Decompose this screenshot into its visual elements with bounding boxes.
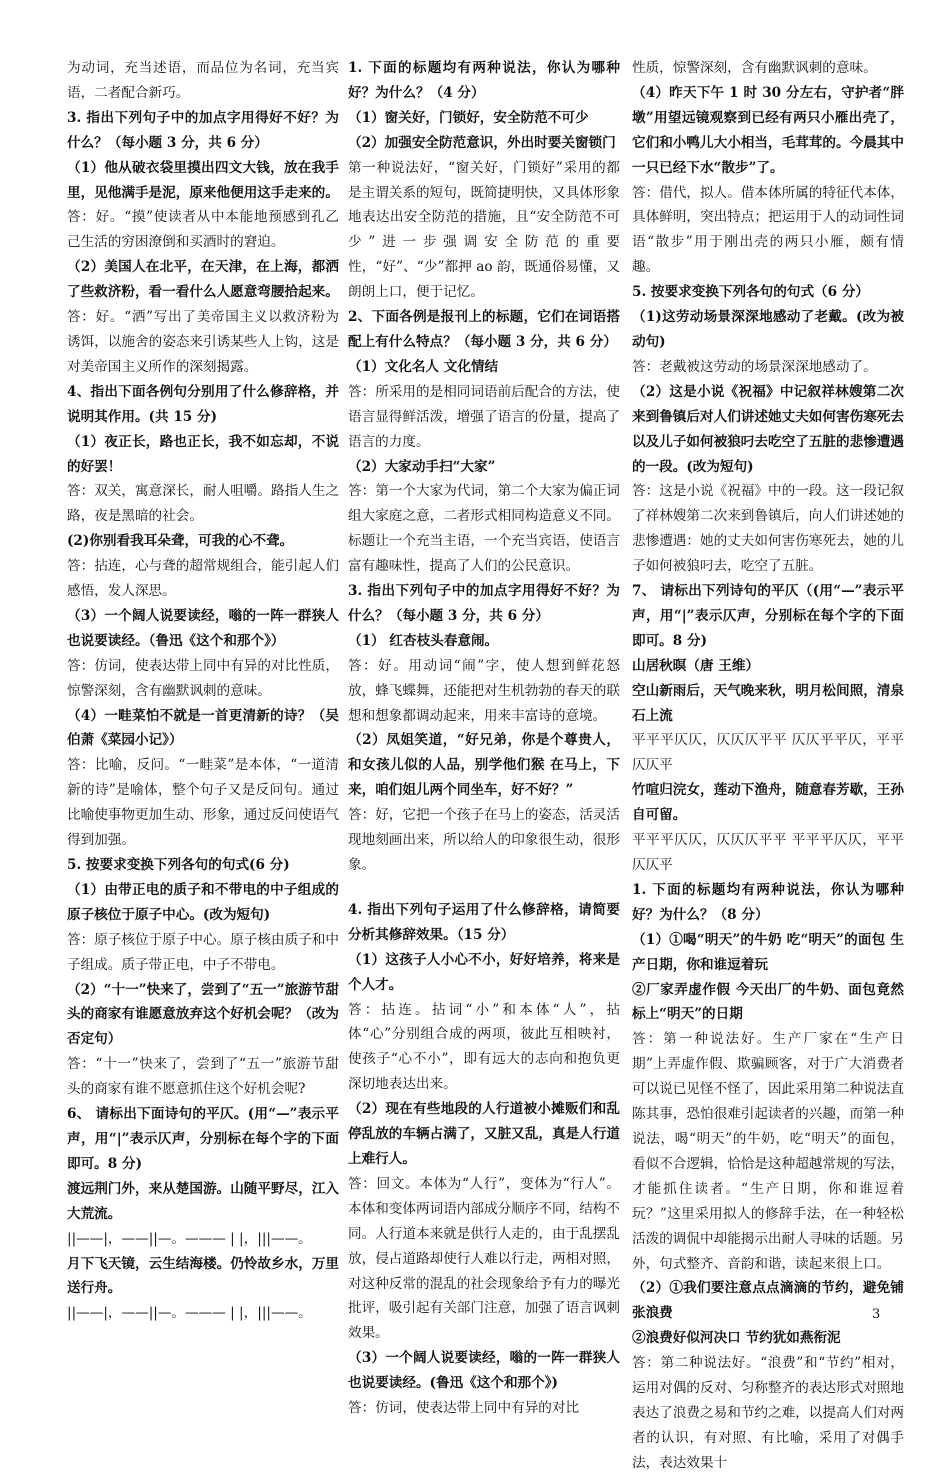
answer-text: ||——|，——||—。——— | |，|||——。 (67, 1230, 312, 1247)
answer-text: 答：好。“摸”使读者从中本能地预感到孔乙己生活的穷困潦倒和买酒时的窘迫。 (67, 209, 339, 251)
question-text: 1. 下面的标题均有两种说法，你认为哪种好？为什么？（8 分） (632, 881, 904, 923)
answer-text: 答：原子核位于原子中心。原子核由质子和中子组成。质子带正电，中子不带电。 (67, 931, 339, 973)
question-text: （1） 红杏枝头春意闹。 (348, 632, 499, 649)
question-text: （2）凤姐笑道，“好兄弟，你是个尊贵人，和女孩儿似的人品，别学他们猴 在马上，下来，咱们姐儿两个同坐车，好不好？” (348, 732, 620, 799)
question-text: ②厂家弄虚作假 今天出厂的牛奶、面包竟然标上“明天”的日期 (632, 981, 904, 1023)
answer-text: 答：第一个大家为代词，第二个大家为偏正词组大家庭之意，二者形式相同构造意义不同。标题让一个充当主语，一个充当宾语，使语言富有趣味性，提高了人们的公民意识。 (348, 483, 620, 575)
question-text: （1）由带正电的质子和不带电的中子组成的原子核位于原子中心。(改为短句) (67, 881, 339, 923)
answer-text: 答：拈连。拈词“小”和本体“人”，拈体“心”分别组合成的两项，彼此互相映衬，使孩子“心不小”，即有远大的志向和抱负更深切地表达出来。 (348, 1001, 620, 1093)
answer-text: 答：借代，拟人。借本体所属的特征代本体，具体鲜明，突出特点；把运用于人的动词性词语“散步”用于刚出壳的两只小雁，颇有情趣。 (632, 184, 904, 276)
answer-text: 答：仿词，使表达带上同中有异的对比 (348, 1400, 580, 1417)
answer-text: 答：第二种说法好。“浪费”和“节约”相对，运用对偶的反对、匀称整齐的表达形式对照地表达了浪费之易和节约之难，以提高人们对两者的认识，有对照、有比喻，采用了对偶手法，表达效果十 (632, 1355, 904, 1471)
answer-text: 答：第一种说法好。生产厂家在“生产日期”上弄虚作假、欺骗顾客，对于广大消费者可以说已见怪不怪了，因此采用第二种说法直陈其事，恐怕很难引起读者的兴趣，而第一种说法，喝“明天”的牛奶，吃“明天”的面包，看似不合逻辑，恰恰是这种超越常规的写法，才能抓住读者。“生产日期，你和谁逗着玩？”这里采用拟人的修辞手法，在一种轻松活泼的调侃中却能揭示出耐人寻味的话题。另外，句式整齐、音韵和谐，读起来很上口。 (632, 1031, 904, 1272)
answer-text: ||——|，——||—。——— | |，|||——。 (67, 1305, 312, 1322)
answer-text: 答：这是小说《祝福》中的一段。这一段记叙了祥林嫂第二次来到鲁镇后，向人们讲述她的悲惨遭遇：她的丈夫如何害伤寒死去，她的儿子如何被狼叼去，吃空了五脏。 (632, 483, 904, 575)
question-text: （2）这是小说《祝福》中记叙祥林嫂第二次来到鲁镇后对人们讲述她丈夫如何害伤寒死去以及儿子如何被狼叼去吃空了五脏的悲惨遭遇的一段。(改为短句) (632, 383, 904, 475)
question-text: 5. 按要求变换下列各句的句式(6 分) (67, 857, 290, 873)
question-text: （4）一畦菜怕不就是一首更清新的诗？（吴伯萧《菜园小记》） (67, 707, 339, 749)
answer-text: 答：老戴被这劳动的场景深深地感动了。 (632, 358, 877, 375)
answer-text: 平平平仄仄，仄仄仄平平 平平平仄仄，平平仄仄平 (632, 832, 904, 873)
question-text: 空山新雨后，天气晚来秋，明月松间照，清泉石上流 (632, 682, 904, 724)
question-text: （4）昨天下午 1 时 30 分左右，守护者“胖墩”用望远镜观察到已经有两只小雁出壳了，它们和小鸭儿大小相当，毛茸茸的。今晨其中一只已经下水“散步”了。 (632, 84, 904, 176)
answer-text: 答：回文。本体为“人行”，变体为“行人”。本体和变体两词语内部成分顺序不同，结构不同。人行道本来就是供行人走的，由于乱摆乱放，侵占道路却使行人难以行走，两相对照，对这种反常的混乱的社会现象给予有力的曝光批评，吸引起有关部门注意，加强了语言讽刺效果。 (348, 1175, 620, 1342)
answer-text: 答：比喻，反问。“一畦菜”是本体，“一道清新的诗”是喻体，整个句子又是反问句。通过比喻使事物更加生动、形象，通过反问使语气得到加强。 (67, 757, 339, 849)
question-text: （2）大家动手扫“大家” (348, 458, 496, 475)
question-text: 5. 按要求变换下列各句的句式（6 分） (632, 284, 870, 301)
question-text: （3）一个阔人说要读经，嗡的一阵一群狭人也说要读经。(鲁迅《这个和那个》) (348, 1350, 620, 1392)
answer-text: 答：拈连，心与聋的超常规组合，能引起人们感悟，发人深思。 (67, 558, 339, 600)
question-text: （2）①我们要注意点点滴滴的节约，避免铺张浪费 (632, 1280, 904, 1322)
answer-text: 答：好。“洒”写出了美帝国主义以救济粉为诱饵，以施舍的姿态来引诱某些人上钩，这是对美帝国主义所作的深刻揭露。 (67, 309, 339, 375)
question-text: （1）①喝“明天”的牛奶 吃“明天”的面包 生产日期，你和谁逗着玩 (632, 931, 904, 973)
question-text: 2、下面各例是报刊上的标题，它们在词语搭配上有什么特点？（每小题 3 分，共 6 分） (348, 309, 620, 350)
question-text: （2）加强安全防范意识，外出时要关窗锁门 (348, 134, 616, 151)
answer-text: 答：“十一”快来了，尝到了“五一”旅游节甜头的商家有谁不愿意抓住这个好机会呢? (67, 1056, 339, 1098)
page-number: 3 (872, 1307, 881, 1322)
question-text: （1）他从破衣袋里摸出四文大钱，放在我手里，见他满手是泥，原来他便用这手走来的。 (67, 159, 339, 201)
answer-text: 答：所采用的是相同词语前后配合的方法，使语言显得鲜活泼，增强了语言的份量，提高了语言的力度。 (348, 383, 620, 450)
question-text: （2）“十一”快来了，尝到了“五一”旅游节甜头的商家有谁愿意放弃这个好机会呢？（改为否定句） (67, 981, 339, 1048)
question-text: 3. 指出下列句子中的加点字用得好不好？为什么？（每小题 3 分，共 6 分） (348, 583, 620, 624)
question-text: （1)这劳动场景深深地感动了老戴。(改为被动句) (632, 309, 904, 350)
question-text: （2）现在有些地段的人行道被小摊贩们和乱停乱放的车辆占满了，又脏又乱，真是人行道上难行人。 (348, 1101, 620, 1167)
answer-text: 第一种说法好，“窗关好，门锁好”采用的都是主谓关系的短句，既简捷明快，又具体形象地表达出安全防范的措施，且“安全防范不可少”进一步强调安全防范的重要性，“好”、“少”都押 ao 韵，既通俗易懂，又朗朗上口，便于记忆。 (348, 159, 620, 301)
question-text: （1）窗关好，门锁好，安全防范不可少 (348, 109, 589, 126)
question-text: 7、 请标出下列诗句的平仄（(用“—”表示平声，用“|”表示仄声，分别标在每个字的下面即可。8 分) (632, 583, 904, 649)
question-text: （3）一个阔人说要读经，嗡的一阵一群狭人也说要读经。（鲁迅《这个和那个》） (67, 607, 339, 649)
question-text: （1）夜正长，路也正长，我不如忘却，不说的好罢！ (67, 433, 339, 475)
answer-text: 答：好。用动词“闹”字，使人想到鲜花怒放，蜂飞蝶舞，还能把对生机勃勃的春天的联想和想象都调动起来，用来丰富诗的意境。 (348, 657, 620, 724)
question-text: 1. 下面的标题均有两种说法，你认为哪种好？为什么？（4 分） (348, 60, 620, 101)
question-text: ②浪费好似河决口 节约犹如燕衔泥 (632, 1330, 841, 1347)
question-text: 山居秋暝（唐 王维） (632, 657, 760, 674)
question-text: 月下飞天镜，云生结海楼。仍怜故乡水，万里送行舟。 (67, 1255, 339, 1297)
question-text: 4、指出下面各例句分别用了什么修辞格，并说明其作用。(共 15 分) (67, 383, 339, 425)
column-left (67, 56, 339, 1326)
column-middle (348, 56, 620, 1421)
answer-text: 答：好，它把一个孩子在马上的姿态，活灵活现地刻画出来，所以给人的印象很生动，很形象。 (348, 807, 620, 873)
answer-text: 为动词，充当述语，而品位为名词，充当宾语，二者配合新巧。 (67, 60, 339, 101)
question-text: （1）这孩子人小心不小，好好培养，将来是个人才。 (348, 951, 620, 993)
answer-text: 答：双关，寓意深长，耐人咀嚼。路指人生之路，夜是黑暗的社会。 (67, 483, 339, 525)
question-text: 渡远荆门外，来从楚国游。山随平野尽，江入大荒流。 (67, 1180, 339, 1222)
question-text: 3. 指出下列句子中的加点字用得好不好？为什么？（每小题 3 分，共 6 分） (67, 109, 339, 151)
question-text: 4. 指出下列句子运用了什么修辞格，请简要分析其修辞效果。（15 分） (348, 901, 620, 943)
question-text: (2)你别看我耳朵聋，可我的心不聋。 (67, 533, 294, 550)
column-right (632, 56, 904, 1476)
question-text: 竹喧归浣女，莲动下渔舟，随意春芳歇，王孙自可留。 (632, 782, 904, 824)
answer-text: 平平平仄仄，仄仄仄平平 仄仄平平仄，平平仄仄平 (632, 732, 904, 774)
answer-text: 性质，惊警深刻，含有幽默讽刺的意味。 (632, 60, 877, 76)
question-text: （1）文化名人 文化情结 (348, 358, 499, 375)
answer-text: 答：仿词，使表达带上同中有异的对比性质，惊警深刻，含有幽默讽刺的意味。 (67, 657, 339, 699)
question-text: （2）美国人在北平，在天津，在上海，都洒了些救济粉，看一看什么人愿意弯腰拾起来。 (67, 259, 339, 301)
question-text: 6、 请标出下面诗句的平仄。(用“—”表示平声，用“|”表示仄声，分别标在每个字的下面即可。8 分) (67, 1106, 339, 1172)
